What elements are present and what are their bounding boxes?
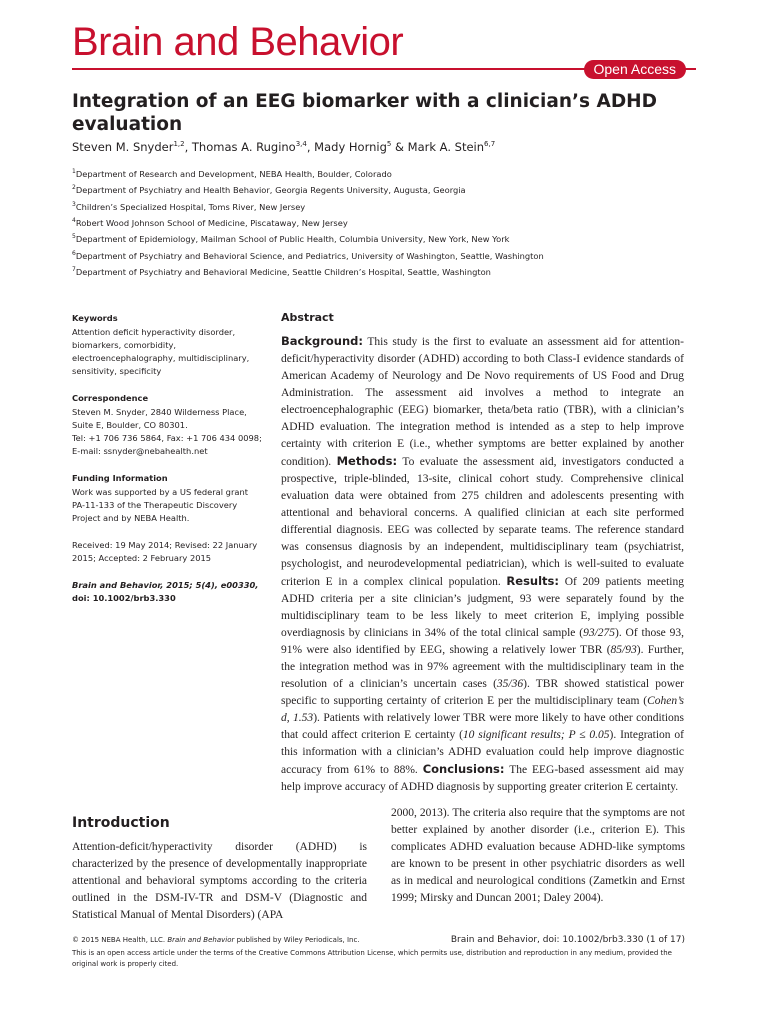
results-label: Results:	[506, 574, 559, 588]
license-notice: This is an open access article under the terms of the Creative Commons Attribution License, which permits use, distribution and reproduction in any medium, provided the original work is properly cited.	[72, 949, 672, 968]
funding-heading: Funding Information	[72, 473, 168, 483]
affiliation: $^3$Children’s Specialized Hospital, Toms River, New Jersey	[72, 200, 306, 212]
dates-line: Received: 19 May 2014; Revised: 22 January	[72, 540, 258, 550]
correspondence-heading: Correspondence	[72, 393, 149, 403]
keywords-line: biomarkers, comorbidity,	[72, 340, 176, 350]
article-title: Integration of an EEG biomarker with a clinician’s ADHD evaluation	[72, 91, 658, 135]
affiliation: $^1$Department of Research and Development, NEBA Health, Boulder, Colorado	[72, 168, 392, 179]
abstract-body: Background: This study is the first to evaluate an assessment aid for attention-deficit/hyperactivity disorder (ADHD) according to both Class-I evidence standards of American Academy of Neurology and De Novo requirements of US Food and Drug Administration. The assessment aid involves a method to integrate an electroencephalographic (EEG) biomarker, theta/beta ratio (TBR), with a clinician’s ADHD evaluation. The integration method is intended as a step to help improve certainty with criterion E (i.e., whether symptoms are better explained by another condition). Methods: To evaluate the assessment aid, investigators conducted a prospective, triple-blinded, 13-site, clinical cohort study. Comprehensive clinical evaluation data were obtained from 275 children and adolescents presenting with attentional and behavioral concerns. A qualified clinician at each site performed differential diagnosis. EEG was collected by separate teams. The reference standard was consensus diagnosis by an independent, multidisciplinary team (psychiatrist, psychologist, and neurodevelopmental pediatrician), which is well-suited to evaluate criterion E in a complex clinical population. Results: Of 209 patients meeting ADHD criteria per a site clinician’s judgment, 93 were separately found by the multidisciplinary team to be less likely to meet criterion E, implying possible overdiagnosis by clinicians in 34% of the total clinical sample (93/275). Of those 93, 91% were also identified by EEG, showing a relatively lower TBR (85/93). Further, the integration method was in 97% agreement with the multidisciplinary team in the resolution of a clinician’s uncertain cases (35/36). TBR showed statistical power specific to supporting certainty of criterion E per the multidisciplinary team (Cohen’s d, 1.53). Patients with relatively lower TBR were more likely to have other conditions that could affect criterion E certainty (10 significant results; P ≤ 0.05). Integration of this information with a clinician’s ADHD evaluation could help improve diagnostic accuracy from 61% to 88%. Conclusions: The EEG-based assessment aid may help improve accuracy of ADHD diagnosis by supporting greater criterion E certainty.	[281, 334, 685, 793]
affiliation: $^5$Department of Epidemiology, Mailman School of Public Health, Columbia University, New York, New York	[72, 233, 510, 245]
email-line[interactable]: E-mail: ssnyder@nebahealth.net	[72, 446, 208, 456]
copyright-notice: © 2015 NEBA Health, LLC. Brain and Behavior published by Wiley Periodicals, Inc.	[72, 936, 360, 944]
keywords-heading: Keywords	[72, 313, 118, 323]
author-list	[72, 140, 495, 154]
author: Mark A. Stein$^{6,7}$	[407, 140, 496, 154]
abstract-heading: Abstract	[281, 311, 334, 324]
keywords-line: electroencephalography, multidisciplinary,	[72, 353, 250, 363]
page-reference: Brain and Behavior, doi: 10.1002/brb3.330 (1 of 17)	[450, 935, 685, 945]
correspondence-line: Steven M. Snyder, 2840 Wilderness Place,	[72, 407, 247, 417]
correspondence-line: Suite E, Boulder, CO 80301.	[72, 420, 188, 430]
citation-line: Brain and Behavior, 2015; 5(4), e00330,	[72, 580, 259, 590]
background-label: Background:	[281, 334, 363, 348]
introduction-column-left: Attention-deficit/hyperactivity disorder (ADHD) is characterized by the presence of developmentally inappropriate attentional and behavioral symptoms according to the criteria outlined in the DSM-IV-TR and DSM-V (Diagnostic and Statistical Manual of Mental Disorders) (APA	[72, 841, 367, 921]
affiliation: $^4$Robert Wood Johnson School of Medicine, Piscataway, New Jersey	[72, 217, 348, 228]
keywords-line: sensitivity, specificity	[72, 366, 162, 376]
funding-line: Project and by NEBA Health.	[72, 513, 190, 523]
correspondence-line: Tel: +1 706 736 5864, Fax: +1 706 434 0098;	[72, 433, 262, 443]
citation-doi[interactable]: doi: 10.1002/brb3.330	[72, 593, 176, 603]
keywords-line: Attention deficit hyperactivity disorder,	[72, 327, 236, 337]
introduction-heading: Introduction	[72, 815, 170, 831]
open-access-badge: Open Access	[584, 60, 687, 79]
affiliation: $^2$Department of Psychiatry and Health Behavior, Georgia Regents University, Augusta, Georgia	[72, 184, 466, 196]
affiliation-list	[72, 165, 544, 280]
author: Mady Hornig$^5$ &	[314, 140, 408, 154]
introduction-column-right: 2000, 2013). The criteria also require that the symptoms are not better explained by another disorder (i.e., criterion E). This complicates ADHD evaluation because ADHD-like symptoms are known to be present in other psychiatric disorders as well as in medical and neurological conditions (Zametkin and Ernst 1999; Mirsky and Duncan 2001; Daley 2004).	[391, 807, 685, 904]
author: Thomas A. Rugino$^{3,4}$,	[191, 140, 315, 154]
article-info-sidebar	[72, 312, 272, 605]
journal-title: Brain and Behavior	[72, 20, 404, 64]
conclusions-label: Conclusions:	[422, 762, 505, 776]
author: Steven M. Snyder$^{1,2}$,	[72, 140, 192, 154]
funding-line: Work was supported by a US federal grant	[72, 487, 248, 497]
dates-line: 2015; Accepted: 2 February 2015	[72, 553, 212, 563]
affiliation: $^6$Department of Psychiatry and Behavioral Science, and Pediatrics, University of Washington, Seattle, Washington	[72, 249, 544, 261]
methods-label: Methods:	[336, 454, 398, 468]
funding-line: PA-11-133 of the Therapeutic Discovery	[72, 500, 238, 510]
affiliation: $^7$Department of Psychiatry and Behavioral Medicine, Seattle Children’s Hospital, Seattle, Washington	[72, 266, 491, 277]
